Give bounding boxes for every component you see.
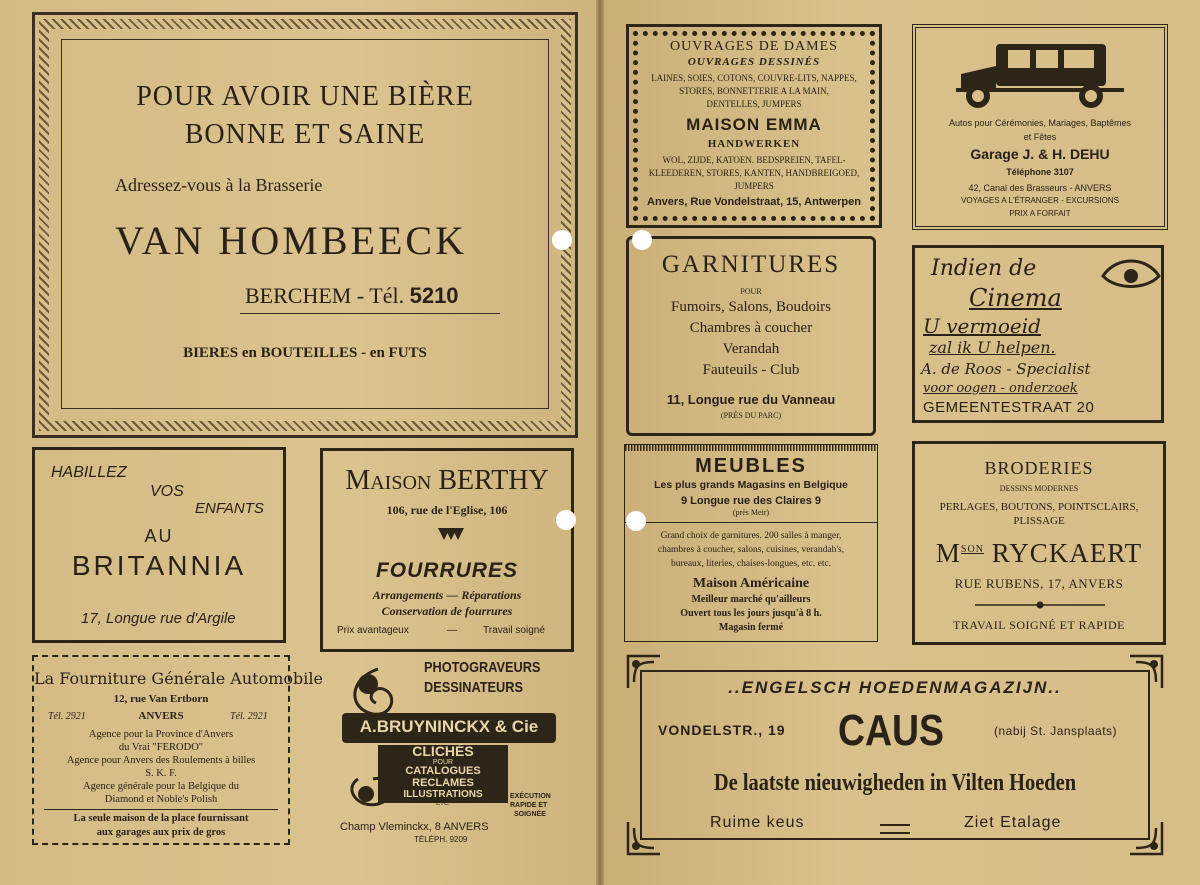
ad-line: PRIX A FORFAIT: [1009, 209, 1071, 218]
ad-line: Fauteuils - Club: [702, 362, 800, 378]
phone-number: 5210: [409, 283, 459, 308]
phone-left: Tél. 2921: [48, 711, 86, 722]
ad-address: [245, 283, 459, 309]
city: ANVERS: [138, 710, 184, 722]
ad-line: PERLAGES, BOUTONS, POINTSCLAIRS,: [939, 501, 1139, 513]
ad-line: zal ik U helpen.: [929, 338, 1056, 357]
ad-title: GARNITURES: [661, 251, 841, 278]
ad-line: VOYAGES A L'ÉTRANGER - EXCURSIONS: [961, 196, 1119, 205]
divider: [880, 824, 910, 834]
brand-name-b: RYCKAERT: [991, 538, 1143, 568]
ad-line: bureaux, literies, chaises-longues, etc. etc.: [670, 559, 832, 569]
ad-address: RUE RUBENS, 17, ANVERS: [954, 576, 1124, 591]
ad-footer: BIERES en BOUTEILLES - en FUTS: [183, 345, 427, 361]
phone-number: TÉLÉPH. 9209: [414, 835, 468, 844]
ad-title: MEUBLES: [695, 455, 807, 477]
ad-note: (PRÈS DU PARC): [720, 411, 782, 420]
punch-hole: [626, 511, 646, 531]
ad-dehu: [912, 24, 1168, 230]
ad-line: Adressez-vous à la Brasserie: [115, 175, 323, 195]
ad-ryckaert: [912, 441, 1166, 645]
ad-heading: PHOTOGRAVEURS: [424, 659, 541, 676]
ad-line: du Vrai "FERODO": [118, 742, 204, 753]
brand-name: Garage J. & H. DEHU: [970, 146, 1110, 162]
ad-line: PLISSAGE: [1013, 515, 1065, 527]
ad-address: 11, Longue rue du Vanneau: [666, 392, 836, 407]
punch-hole: [556, 510, 576, 530]
ad-line: A. de Roos - Specialist: [921, 360, 1091, 378]
ad-berthy: [320, 448, 574, 652]
ad-van-hombeeck: [32, 12, 578, 438]
ad-bruyninckx: [334, 655, 564, 845]
ad-address: Champ Vleminckx, 8 ANVERS: [340, 821, 489, 833]
ad-line: Ouvert tous les jours jusqu'à 8 h.: [680, 608, 822, 619]
ad-address: 106, rue de l'Eglise, 106: [386, 503, 508, 517]
ad-britannia: [32, 447, 286, 643]
ad-title: ..ENGELSCH HOEDENMAGAZIJN..: [728, 678, 1062, 697]
service-item: RECLAMES: [412, 777, 474, 789]
brand-name: MAISON EMMA: [686, 115, 822, 134]
ad-line: HABILLEZ: [51, 464, 127, 481]
ad-line: STORES, BONNETTERIE A LA MAIN,: [679, 86, 829, 96]
ad-footer-dash: —: [447, 625, 457, 636]
ad-line: VOS: [150, 483, 184, 500]
ad-line: CLICHÉS: [412, 743, 474, 759]
brand-name-sup: SON: [960, 544, 984, 555]
divider: [625, 522, 877, 523]
brand-name: BRITANNIA: [71, 550, 247, 581]
book-gutter: [596, 0, 604, 885]
ad-title: OUVRAGES DE DAMES: [670, 39, 838, 54]
ad-subtitle: DESSINS MODERNES: [999, 484, 1079, 493]
car-icon: [956, 38, 1126, 110]
divider: [44, 809, 278, 810]
service-item: CATALOGUES: [405, 765, 481, 777]
ad-address: 17, Longue rue d'Argile: [81, 610, 236, 627]
emblem-icon: [438, 528, 464, 542]
ad-line: POUR: [432, 759, 454, 766]
ad-line: Agence pour Anvers des Roulements à billes: [66, 755, 256, 766]
brand-name: [323, 465, 571, 497]
ad-address: 9 Longue rue des Claires 9: [681, 495, 821, 507]
ad-note: (nabij St. Jansplaats): [994, 724, 1118, 738]
ad-address: GEMEENTESTRAAT 20: [923, 399, 1095, 416]
ad-heading: DESSINATEURS: [424, 679, 523, 696]
ad-line: Agence générale pour la Belgique du: [83, 781, 239, 792]
ad-line: Agence pour la Province d'Anvers: [88, 729, 234, 740]
ad-footer: TRAVAIL SOIGNÉ ET RAPIDE: [953, 618, 1125, 632]
ad-line: SOIGNÉE: [514, 811, 546, 818]
ad-title: Cinema: [969, 284, 1062, 312]
ad-footer-right: Ziet Etalage: [964, 814, 1062, 831]
divider: [240, 313, 500, 314]
service-item: ILLUSTRATIONS: [403, 789, 483, 800]
ad-title: FOURRURES: [375, 559, 518, 582]
brand-name: A.BRUYNINCKX & Cie: [359, 717, 539, 736]
brand-name: [915, 538, 1163, 569]
ad-line: RAPIDE ET: [510, 802, 548, 809]
ad-line: ETC.: [436, 801, 450, 807]
ad-footer-left: Ruime keus: [710, 814, 805, 831]
ad-footer: aux garages aux prix de gros: [96, 827, 226, 838]
ad-fourniture: [32, 655, 323, 845]
ad-line: JUMPERS: [734, 181, 774, 191]
ad-line: Meilleur marché qu'ailleurs: [691, 594, 811, 605]
ad-emma: [626, 24, 882, 228]
ad-line: BONNE ET SAINE: [184, 119, 426, 150]
ad-footer-right: Travail soigné: [483, 625, 545, 636]
ad-line: Fumoirs, Salons, Boudoirs: [670, 299, 832, 315]
brand-name-b: BERTHY: [438, 465, 549, 496]
brand-name-a: M: [935, 538, 961, 568]
ad-note: (près Meir): [732, 508, 770, 517]
ad-line: POUR AVOIR UNE BIÈRE: [136, 81, 474, 112]
ad-line: WOL, ZIJDE, KATOEN. BEDSPREIEN, TAFEL-: [662, 155, 846, 165]
ad-line: Conservation de fourrures: [381, 604, 513, 618]
brand-name: CAUS: [838, 706, 944, 755]
punch-hole: [632, 230, 652, 250]
ad-line: voor oogen - onderzoek: [923, 381, 1078, 396]
decorative-border: [625, 445, 877, 451]
ad-footer-left: Prix avantageux: [337, 625, 409, 636]
ad-address: 12, rue Van Ertborn: [113, 693, 209, 705]
phone-number: Téléphone 3107: [1006, 167, 1074, 177]
ad-line: Diamond et Noble's Polish: [104, 794, 218, 805]
ad-line: LAINES, SOIES, COTONS, COUVRE-LITS, NAPPES,: [651, 73, 857, 83]
brand-name: Maison Américaine: [692, 576, 810, 591]
ad-line: AU: [144, 526, 174, 546]
ad-cinema: [912, 245, 1164, 423]
ad-line: EXÉCUTION: [510, 793, 551, 800]
ad-line: S. K. F.: [145, 768, 177, 779]
ad-line: Chambres à coucher: [689, 320, 813, 336]
ad-address: VONDELSTR., 19: [658, 722, 786, 738]
phone-right: Tél. 2921: [230, 711, 268, 722]
divider-ornament-icon: [975, 600, 1105, 610]
brand-name: La Fourniture Générale Automobile: [34, 669, 323, 688]
ad-address: Anvers, Rue Vondelstraat, 15, Antwerpen: [647, 196, 861, 208]
ad-subtitle: OUVRAGES DESSINÉS: [687, 56, 821, 68]
ad-line: et Fêtes: [1023, 132, 1057, 142]
ad-line: U vermoeid: [923, 314, 1041, 338]
ad-subtitle: HANDWERKEN: [707, 138, 801, 150]
ad-line: Indien de: [931, 256, 1037, 281]
ad-meubles: [624, 444, 878, 642]
address-text: BERCHEM - Tél.: [245, 283, 405, 308]
ad-footer: La seule maison de la place fournissant: [73, 813, 249, 824]
ad-line: Magasin fermé: [718, 622, 784, 633]
ad-garnitures: [626, 236, 876, 436]
ad-address: 42, Canal des Brasseurs - ANVERS: [968, 183, 1112, 193]
ad-line: chambres à coucher, salons, cuisines, verandah's,: [657, 545, 845, 555]
brand-name: VAN HOMBEECK: [115, 218, 467, 263]
ad-line: POUR: [740, 287, 762, 296]
ad-caus: [624, 652, 1166, 858]
ad-line: Arrangements — Réparations: [372, 588, 522, 602]
brand-name-a: Maison: [345, 465, 432, 496]
ad-line: Grand choix de garnitures. 200 salles à manger,: [660, 531, 842, 541]
ad-line: Autos pour Cérémonies, Mariages, Baptêmes: [948, 118, 1132, 128]
ad-title: BRODERIES: [984, 458, 1094, 478]
ad-line: ENFANTS: [195, 500, 264, 517]
ad-line: KLEEDEREN, STORES, KANTEN, HANDBREIGOED,: [648, 168, 860, 178]
ad-line: Les plus grands Magasins en Belgique: [654, 479, 848, 491]
ad-line: Verandah: [722, 341, 780, 357]
ad-line: DENTELLES, JUMPERS: [706, 99, 802, 109]
punch-hole: [552, 230, 572, 250]
ad-slogan: De laatste nieuwigheden in Vilten Hoeden: [713, 770, 1077, 796]
